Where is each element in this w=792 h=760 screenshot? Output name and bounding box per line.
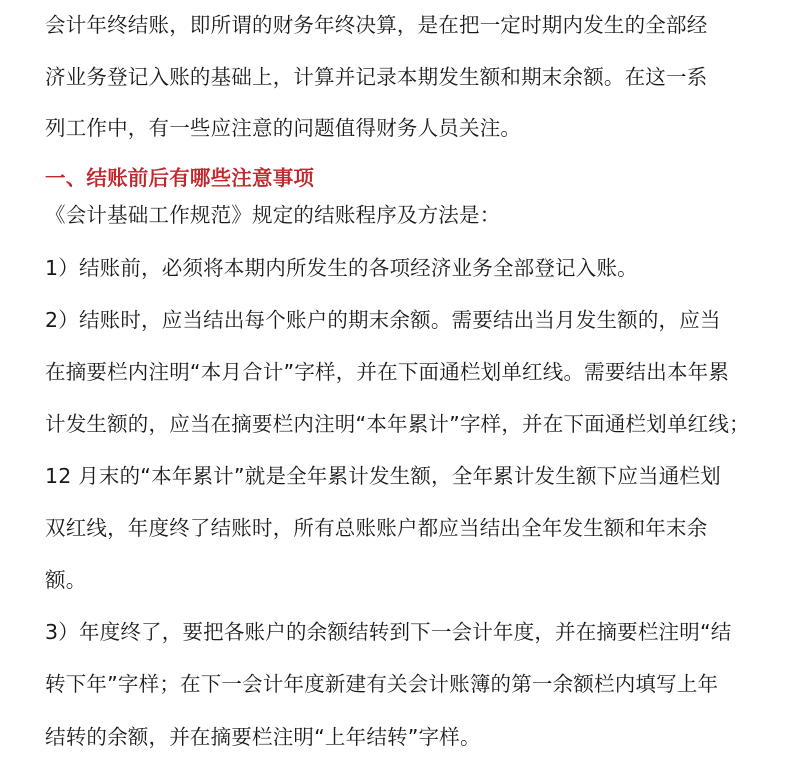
item-3-line-2: 转下年”字样；在下一会计年度新建有关会计账簿的第一余额栏内填写上年 — [45, 672, 719, 696]
item-2-line-1: 2）结账时，应当结出每个账户的期末余额。需要结出当月发生额的，应当 — [45, 308, 721, 332]
item-3-line-3: 结转的余额，并在摘要栏注明“上年结转”字样。 — [45, 725, 481, 749]
item-2-line-2: 在摘要栏内注明“本月合计”字样，并在下面通栏划单红线。需要结出本年累 — [45, 360, 730, 384]
section-lead: 《会计基础工作规范》规定的结账程序及方法是： — [45, 203, 501, 227]
intro-line-1: 会计年终结账，即所谓的财务年终决算，是在把一定时期内发生的全部经 — [45, 13, 708, 37]
item-3-line-1: 3）年度终了，要把各账户的余额结转到下一会计年度，并在摘要栏注明“结 — [45, 620, 732, 644]
item-2-line-6: 额。 — [45, 568, 87, 592]
item-1-line-1: 1）结账前，必须将本期内所发生的各项经济业务全部登记入账。 — [45, 256, 638, 280]
intro-line-3: 列工作中，有一些应注意的问题值得财务人员关注。 — [45, 116, 522, 140]
section-heading: 一、结账前后有哪些注意事项 — [45, 166, 315, 190]
item-2-line-5: 双红线，年度终了结账时，所有总账账户都应当结出全年发生额和年末余 — [45, 516, 708, 540]
item-2-line-3: 计发生额的，应当在摘要栏内注明“本年累计”字样，并在下面通栏划单红线； — [45, 412, 750, 436]
item-2-line-4: 12 月末的“本年累计”就是全年累计发生额，全年累计发生额下应当通栏划 — [45, 464, 721, 488]
intro-line-2: 济业务登记入账的基础上，计算并记录本期发生额和期末余额。在这一系 — [45, 65, 708, 89]
